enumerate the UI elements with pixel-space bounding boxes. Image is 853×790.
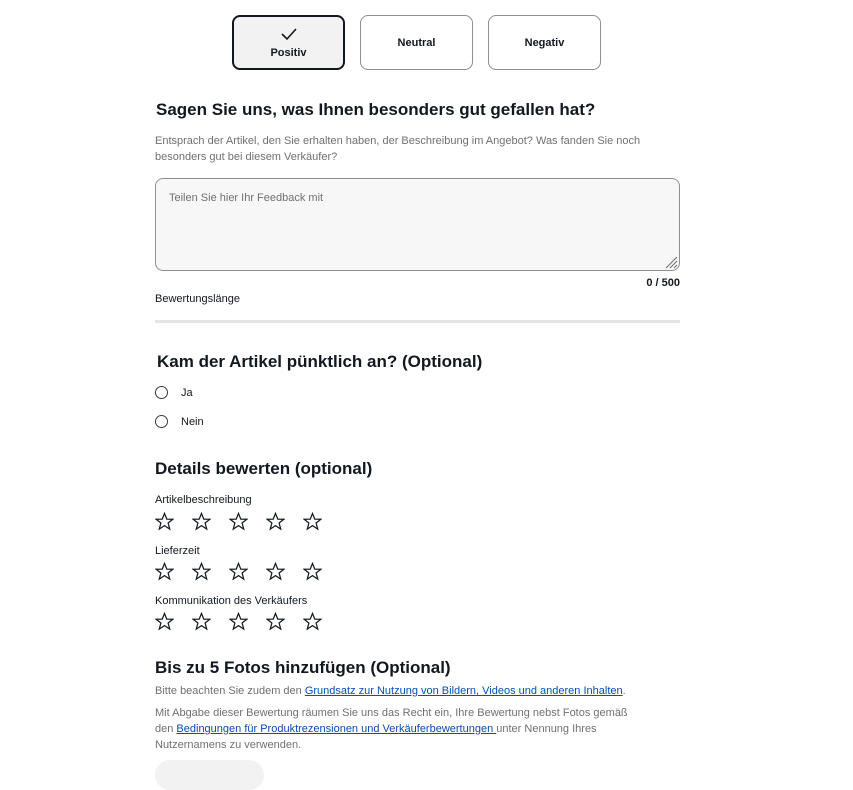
sentiment-neutral-label: Neutral (397, 36, 436, 49)
photos-notice-prefix: Bitte beachten Sie zudem den (155, 685, 305, 697)
feedback-description (155, 133, 640, 165)
review-terms-link[interactable]: Bedingungen für Produktrezensionen und Verkäuferbewertungen (176, 723, 497, 735)
on-time-option-no[interactable] (155, 415, 204, 428)
star-icon[interactable] (155, 512, 174, 531)
feedback-description-line2: besonders gut bei diesem Verkäufer? (155, 151, 338, 163)
photos-rights-suffix: unter Nennung Ihres (496, 723, 597, 735)
star-icon[interactable] (303, 512, 322, 531)
resize-handle-icon[interactable] (664, 255, 678, 269)
star-icon[interactable] (192, 562, 211, 581)
star-icon[interactable] (266, 612, 285, 631)
feedback-length-label: Bewertungslänge (155, 293, 241, 305)
photos-notice (155, 683, 626, 699)
on-time-heading: Kam der Artikel pünktlich an? (Optional) (157, 352, 483, 371)
feedback-textarea[interactable] (155, 178, 680, 271)
radio-yes[interactable] (155, 386, 168, 399)
star-icon[interactable] (155, 562, 174, 581)
sentiment-negative-label: Negativ (524, 36, 565, 49)
rating-label-communication: Kommunikation des Verkäufers (155, 595, 308, 607)
star-icon[interactable] (192, 512, 211, 531)
radio-no-label: Nein (181, 415, 204, 428)
star-icon[interactable] (229, 562, 248, 581)
photos-notice-suffix: . (622, 685, 626, 697)
image-policy-link[interactable]: Grundsatz zur Nutzung von Bildern, Videos und anderen Inhalten (304, 685, 623, 697)
rating-stars-delivery (155, 562, 340, 581)
checkmark-icon (280, 26, 298, 42)
radio-yes-label: Ja (181, 386, 193, 399)
rating-label-delivery: Lieferzeit (155, 545, 200, 557)
star-icon[interactable] (266, 512, 285, 531)
rating-stars-communication (155, 612, 340, 631)
radio-no[interactable] (155, 415, 168, 428)
add-photos-button[interactable] (155, 760, 264, 790)
photos-rights-text (155, 705, 628, 753)
section-divider (155, 320, 680, 323)
details-heading: Details bewerten (optional) (155, 459, 373, 478)
photos-heading: Bis zu 5 Fotos hinzufügen (Optional) (155, 658, 451, 677)
photos-rights-line3: Nutzernamens zu verwenden. (155, 739, 302, 751)
on-time-option-yes[interactable] (155, 386, 193, 399)
rating-label-description: Artikelbeschreibung (155, 494, 252, 506)
star-icon[interactable] (303, 562, 322, 581)
star-icon[interactable] (229, 612, 248, 631)
star-icon[interactable] (229, 512, 248, 531)
star-icon[interactable] (192, 612, 211, 631)
sentiment-positive-label: Positiv (270, 47, 307, 59)
feedback-description-line1: Entsprach der Artikel, den Sie erhalten haben, der Beschreibung im Angebot? Was fanden Sie noch (155, 135, 641, 147)
star-icon[interactable] (303, 612, 322, 631)
sentiment-positive-button[interactable] (232, 15, 345, 70)
photos-rights-line1: Mit Abgabe dieser Bewertung räumen Sie uns das Recht ein, Ihre Bewertung nebst Fotos gemäß (155, 707, 628, 719)
photos-rights-prefix: den (155, 723, 177, 735)
star-icon[interactable] (155, 612, 174, 631)
star-icon[interactable] (266, 562, 285, 581)
sentiment-negative-button[interactable] (488, 15, 601, 70)
feedback-char-counter: 0 / 500 (646, 277, 680, 289)
feedback-heading: Sagen Sie uns, was Ihnen besonders gut gefallen hat? (156, 100, 596, 119)
rating-stars-description (155, 512, 340, 531)
sentiment-neutral-button[interactable] (360, 15, 473, 70)
